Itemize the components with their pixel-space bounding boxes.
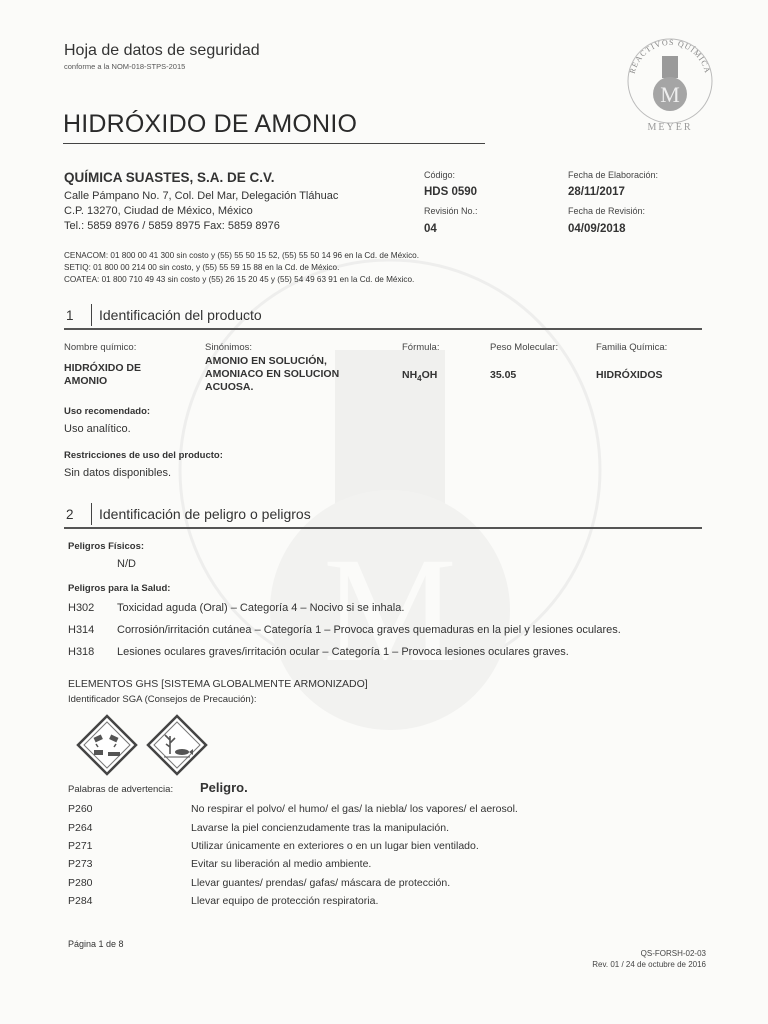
precaution-code: P271	[68, 840, 93, 852]
revision-value: 04	[424, 223, 437, 235]
signal-word-label: Palabras de advertencia:	[68, 784, 174, 795]
precaution-statement: No respirar el polvo/ el humo/ el gas/ la niebla/ los vapores/ el aerosol.	[191, 803, 518, 815]
elaboration-date-value: 28/11/2017	[568, 186, 625, 198]
revision-date-label: Fecha de Revisión:	[568, 206, 646, 216]
synonym-line: ACUOSA.	[205, 381, 254, 393]
hazard-code: H314	[68, 624, 95, 636]
document-title: HIDRÓXIDO DE AMONIO	[63, 110, 358, 138]
restrictions-value: Sin datos disponibles.	[64, 467, 172, 479]
form-code: QS-FORSH-02-03	[640, 949, 706, 958]
formula-value	[402, 369, 437, 385]
revision-date-value: 04/09/2018	[568, 223, 626, 235]
formula-part: OH	[421, 369, 438, 381]
molecular-weight-value: 35.05	[490, 369, 517, 381]
title-divider	[63, 143, 485, 144]
section-divider	[91, 503, 92, 525]
emergency-line: COATEA: 01 800 710 49 43 sin costo y (55) 26 15 20 45 y (55) 54 49 63 91 en la Cd. de México.	[64, 275, 415, 284]
synonyms-label: Sinónimos:	[205, 342, 252, 353]
revision-label: Revisión No.:	[424, 206, 478, 216]
recommended-use-label: Uso recomendado:	[64, 406, 151, 417]
physical-hazards-value: N/D	[117, 558, 136, 570]
restrictions-label: Restricciones de uso del producto:	[64, 450, 223, 461]
company-address-line: C.P. 13270, Ciudad de México, México	[64, 205, 253, 217]
precaution-statement: Evitar su liberación al medio ambiente.	[191, 858, 372, 870]
svg-text:M: M	[323, 527, 457, 693]
page-number: Página 1 de 8	[68, 939, 124, 949]
emergency-line: SETIQ: 01 800 00 214 00 sin costo, y (55) 55 59 15 88 en la Cd. de México.	[64, 263, 340, 272]
chemical-name-value	[64, 362, 141, 388]
chemical-family-value: HIDRÓXIDOS	[596, 369, 663, 381]
precaution-code: P280	[68, 877, 93, 889]
section-number: 1	[66, 308, 74, 323]
signal-word: Peligro.	[200, 780, 248, 795]
company-address-line: Calle Pámpano No. 7, Col. Del Mar, Delegación Tláhuac	[64, 190, 339, 202]
logo-brand: MEYER	[647, 122, 693, 133]
chemical-family-label: Familia Química:	[596, 342, 668, 353]
formula-subscript: 4	[417, 374, 422, 384]
formula-part: NH	[402, 369, 418, 381]
precaution-statement: Llevar equipo de protección respiratoria.	[191, 895, 379, 907]
meyer-logo-icon	[620, 26, 720, 136]
precaution-code: P260	[68, 803, 93, 815]
health-hazards-label: Peligros para la Salud:	[68, 583, 171, 594]
header-title: Hoja de datos de seguridad	[64, 42, 260, 59]
hazard-statement: Lesiones oculares graves/irritación ocular – Categoría 1 – Provoca lesiones oculares graves.	[117, 646, 569, 658]
precaution-code: P273	[68, 858, 93, 870]
chemical-name-label: Nombre químico:	[64, 342, 137, 353]
logo-monogram: M	[660, 82, 680, 107]
precaution-statement: Utilizar únicamente en exteriores o en un lugar bien ventilado.	[191, 840, 479, 852]
recommended-use-value: Uso analítico.	[64, 423, 131, 435]
precaution-code: P284	[68, 895, 93, 907]
section-divider	[91, 304, 92, 326]
chemical-name-line: HIDRÓXIDO DE	[64, 362, 142, 374]
section-title: Identificación del producto	[99, 307, 262, 323]
ghs-subtitle: Identificador SGA (Consejos de Precaución):	[68, 694, 257, 705]
logo-arc-text: REACTIVOS QUÍMICA	[627, 37, 713, 75]
section-title: Identificación de peligro o peligros	[99, 506, 311, 522]
ghs-title: ELEMENTOS GHS [SISTEMA GLOBALMENTE ARMONIZADO]	[68, 678, 368, 690]
elaboration-date-label: Fecha de Elaboración:	[568, 170, 659, 180]
hazard-statement: Toxicidad aguda (Oral) – Categoría 4 – Nocivo si se inhala.	[117, 602, 405, 614]
environment-pictogram-icon	[146, 714, 208, 776]
header-subtitle: conforme a la NOM-018-STPS-2015	[64, 62, 186, 71]
synonym-line: AMONIO EN SOLUCIÓN,	[205, 355, 327, 367]
hazard-statement: Corrosión/irritación cutánea – Categoría 1 – Provoca graves quemaduras en la piel y lesiones oculares.	[117, 624, 621, 636]
hazard-code: H318	[68, 646, 95, 658]
precaution-code: P264	[68, 822, 93, 834]
company-phone-line: Tel.: 5859 8976 / 5859 8975 Fax: 5859 8976	[64, 220, 280, 232]
code-label: Código:	[424, 170, 456, 180]
hazard-code: H302	[68, 602, 95, 614]
synonym-line: AMONIACO EN SOLUCION	[205, 368, 340, 380]
section-number: 2	[66, 507, 74, 522]
meyer-watermark	[130, 140, 650, 860]
synonyms-value	[205, 355, 339, 394]
section-rule	[64, 527, 702, 529]
code-value: HDS 0590	[424, 186, 478, 198]
section-rule	[64, 328, 702, 330]
company-name: QUÍMICA SUASTES, S.A. DE C.V.	[64, 170, 275, 185]
meyer-logo	[620, 26, 720, 141]
precaution-statement: Llevar guantes/ prendas/ gafas/ máscara de protección.	[191, 877, 451, 889]
chemical-name-line: AMONIO	[64, 375, 108, 387]
precaution-statement: Lavarse la piel concienzudamente tras la manipulación.	[191, 822, 449, 834]
physical-hazards-label: Peligros Físicos:	[68, 541, 145, 552]
emergency-line: CENACOM: 01 800 00 41 300 sin costo y (55) 55 50 15 52, (55) 55 50 14 96 en la Cd. de México.	[64, 251, 420, 260]
molecular-weight-label: Peso Molecular:	[490, 342, 559, 353]
corrosion-pictogram-icon	[76, 714, 138, 776]
form-revision: Rev. 01 / 24 de octubre de 2016	[592, 960, 706, 969]
formula-label: Fórmula:	[402, 342, 440, 353]
